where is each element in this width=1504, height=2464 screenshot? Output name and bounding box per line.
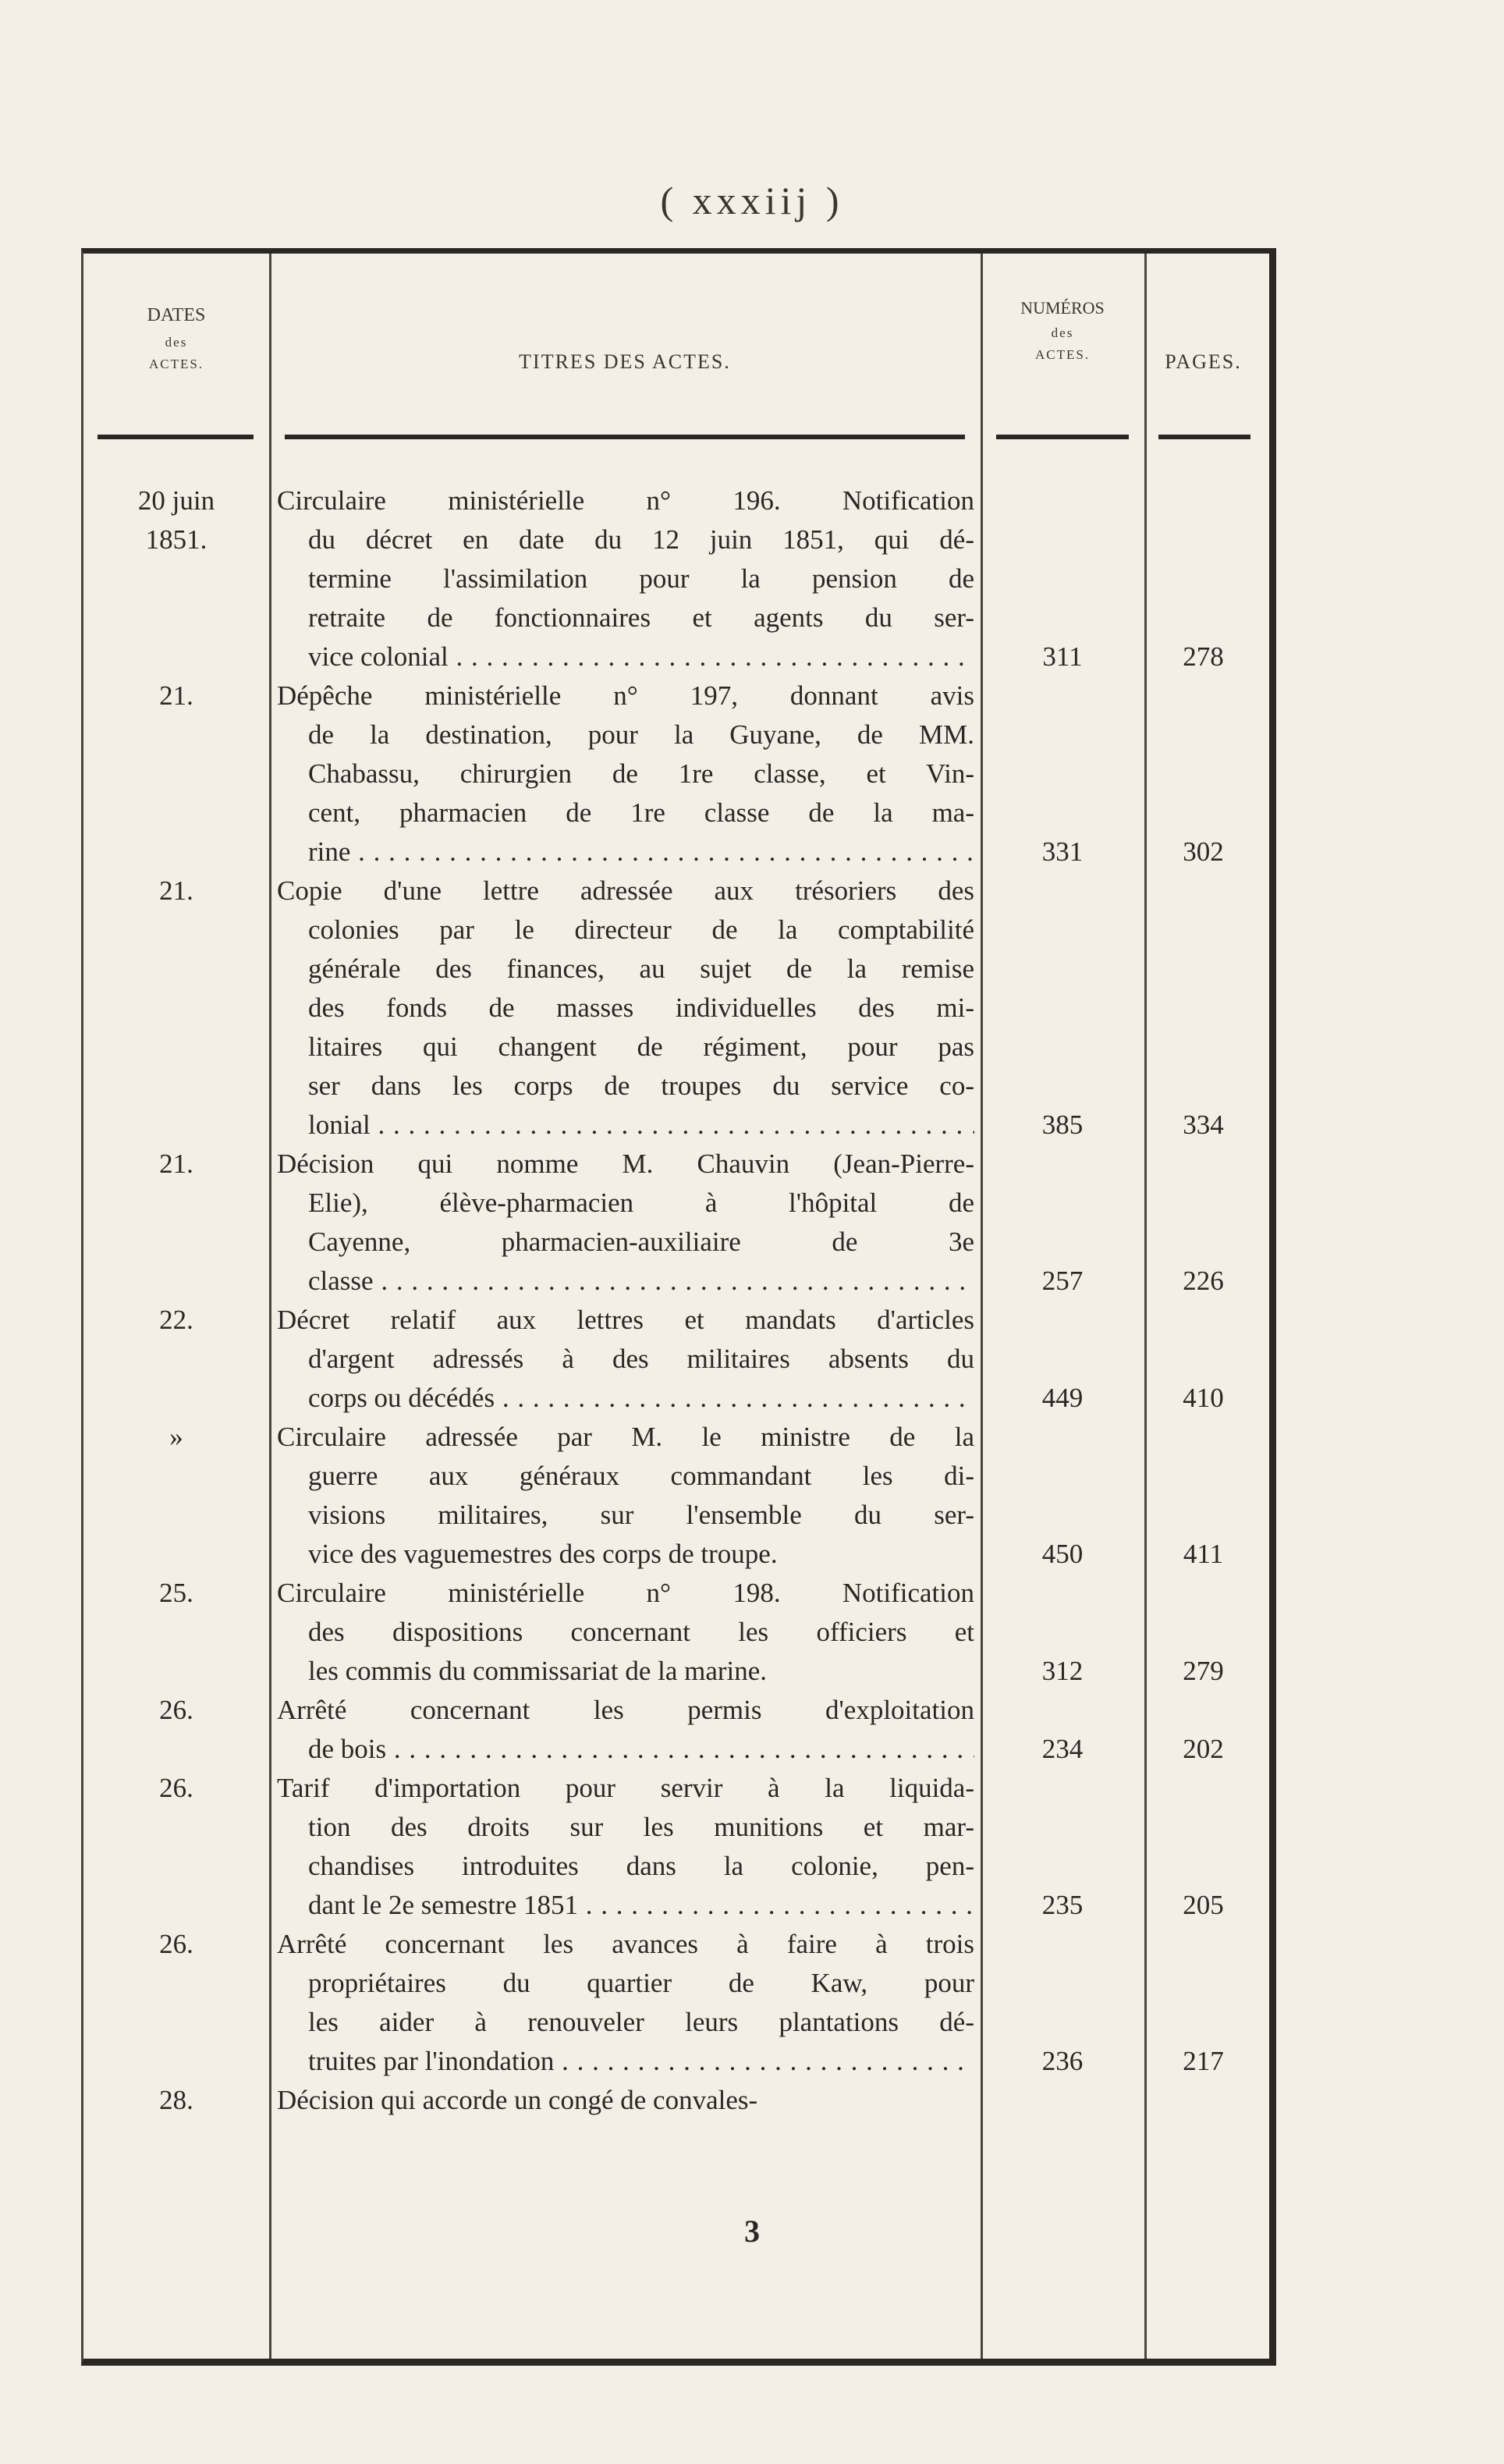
entry-title-line: retraite de fonctionnaires et agents du ser- <box>308 602 974 633</box>
entry-title-line: Elie), élève-pharmacien à l'hôpital de <box>308 1188 974 1218</box>
entry-title <box>269 1418 981 1574</box>
entry-title-line: vice des vaguemestres des corps de troupe. <box>308 1539 778 1569</box>
entry-date <box>83 1301 269 1418</box>
numeros-header-line: des <box>1051 325 1074 341</box>
entry-title-line: rine . . . <box>277 833 974 872</box>
entry-page: 410 <box>1183 1383 1224 1413</box>
numeros-header-line: NUMÉROS <box>1020 298 1105 318</box>
entries-list <box>83 481 1269 2120</box>
signature-mark: 3 <box>744 2214 760 2249</box>
table-row <box>83 1301 1269 1418</box>
entry-title <box>269 1769 981 1925</box>
table-row <box>83 1418 1269 1574</box>
entry-date-line: 28. <box>159 2085 193 2115</box>
entry-page: 278 <box>1183 641 1224 672</box>
entry-date-line: 26. <box>159 1773 193 1803</box>
table-row <box>83 1691 1269 1769</box>
entry-numero: 236 <box>1041 2046 1084 2076</box>
entry-numero: 235 <box>1041 1890 1084 1920</box>
entry-date <box>83 1925 269 2081</box>
entry-page: 205 <box>1183 1890 1224 1920</box>
entry-date-line: 26. <box>159 1695 193 1725</box>
entry-title-line: d'argent adressés à des militaires absents du <box>308 1344 974 1374</box>
entry-date-line: 21. <box>159 875 193 906</box>
entry-title-line: Arrêté concernant les avances à faire à trois <box>277 1929 974 1959</box>
entry-title-line: cent, pharmacien de 1re classe de la ma- <box>308 797 974 828</box>
entry-date-line: 1851. <box>145 524 208 555</box>
entry-date <box>83 481 269 676</box>
entry-page: 302 <box>1183 836 1224 867</box>
entry-title <box>269 481 981 676</box>
entry-date <box>83 676 269 872</box>
numeros-column-header <box>981 294 1144 366</box>
numeros-header-line: ACTES. <box>1034 347 1091 363</box>
entry-title <box>269 1925 981 2081</box>
entry-title-line: propriétaires du quartier de Kaw, pour <box>308 1968 974 1998</box>
entry-numero: 234 <box>1041 1734 1084 1764</box>
entry-title-line: de la destination, pour la Guyane, de MM. <box>308 719 974 750</box>
entry-title-line: les commis du commissariat de la marine. <box>308 1656 768 1686</box>
entry-title-line: termine l'assimilation pour la pension de <box>308 563 974 594</box>
entry-numero: 257 <box>1041 1266 1084 1296</box>
entry-numero: 312 <box>1041 1656 1084 1686</box>
entry-title-line: Circulaire ministérielle n° 198. Notification <box>277 1578 974 1608</box>
entry-title-line: de bois . . . <box>277 1730 974 1769</box>
entry-numero: 449 <box>1041 1383 1084 1413</box>
entry-page: 334 <box>1183 1110 1224 1140</box>
header-rule <box>285 435 965 439</box>
entry-date-line: 21. <box>159 1149 193 1179</box>
entry-title <box>269 2081 981 2120</box>
entry-numero: 450 <box>1041 1539 1084 1569</box>
entry-title <box>269 872 981 1145</box>
entry-title-line: Copie d'une lettre adressée aux trésoriers des <box>277 875 974 906</box>
entry-title-line: truites par l'inondation . . . <box>277 2042 974 2081</box>
entry-numero: 331 <box>1041 836 1084 867</box>
table-row <box>83 2081 1269 2120</box>
entry-title <box>269 1574 981 1691</box>
entry-title-line: ser dans les corps de troupes du service co- <box>308 1070 974 1101</box>
table-row <box>83 676 1269 872</box>
table-row <box>83 1145 1269 1301</box>
entry-date <box>83 1574 269 1691</box>
header-rule <box>98 435 254 439</box>
entry-date <box>83 1145 269 1301</box>
entry-title-line: générale des finances, au sujet de la remise <box>308 953 974 984</box>
entry-title-line: corps ou décédés . . . <box>277 1379 974 1418</box>
table-row <box>83 1925 1269 2081</box>
entry-date <box>83 1691 269 1769</box>
table-row <box>83 481 1269 676</box>
dates-header-line: des <box>165 334 188 350</box>
entry-page: 202 <box>1183 1734 1224 1764</box>
pages-column-header: PAGES. <box>1165 350 1242 373</box>
entry-title-line: les aider à renouveler leurs plantations dé- <box>308 2007 974 2037</box>
entry-date-line: 25. <box>159 1578 193 1608</box>
entry-date <box>83 2081 269 2120</box>
entry-title-line: des dispositions concernant les officiers et <box>308 1617 974 1647</box>
table-row <box>83 872 1269 1145</box>
entry-title <box>269 1691 981 1769</box>
table-row <box>83 1574 1269 1691</box>
dates-column-header <box>83 300 269 375</box>
entry-page: 226 <box>1183 1266 1224 1296</box>
entry-title-line: Chabassu, chirurgien de 1re classe, et Vin- <box>308 758 974 789</box>
entry-title-line: Décision qui nomme M. Chauvin (Jean-Pierre- <box>277 1149 974 1179</box>
page-header: ( xxxiij ) <box>660 179 844 222</box>
entry-date <box>83 1769 269 1925</box>
entry-title-line: classe . . . <box>277 1262 974 1301</box>
entry-title-line: Dépêche ministérielle n° 197, donnant avis <box>277 680 974 711</box>
entry-title-line: lonial . . . <box>277 1106 974 1145</box>
entry-title-line: Cayenne, pharmacien-auxiliaire de 3e <box>308 1227 974 1257</box>
entry-title-line: tion des droits sur les munitions et mar- <box>308 1812 974 1842</box>
entry-numero: 385 <box>1041 1110 1084 1140</box>
entry-title-line: du décret en date du 12 juin 1851, qui dé- <box>308 524 974 555</box>
entry-title-line: Décret relatif aux lettres et mandats d'articles <box>277 1305 974 1335</box>
entry-date <box>83 1418 269 1574</box>
entry-title-line: Arrêté concernant les permis d'exploitation <box>277 1695 974 1725</box>
entry-page: 411 <box>1183 1539 1224 1569</box>
entry-title <box>269 1301 981 1418</box>
entry-page: 217 <box>1183 2046 1224 2076</box>
entry-title-line: litaires qui changent de régiment, pour pas <box>308 1031 974 1062</box>
dates-header-line: ACTES. <box>148 356 204 371</box>
entry-title-line: Circulaire adressée par M. le ministre de la <box>277 1422 974 1452</box>
entry-date-line: » <box>169 1422 183 1452</box>
entry-title-line: visions militaires, sur l'ensemble du ser- <box>308 1500 974 1530</box>
entry-title-line: guerre aux généraux commandant les di- <box>308 1461 974 1491</box>
entry-date-line: 22. <box>159 1305 193 1335</box>
entry-date-line: 21. <box>159 680 193 711</box>
entry-title-line: des fonds de masses individuelles des mi- <box>308 992 974 1023</box>
entry-title-line: Circulaire ministérielle n° 196. Notification <box>277 485 974 516</box>
entry-title-line: dant le 2e semestre 1851 . . . <box>277 1886 974 1925</box>
entry-title-line: colonies par le directeur de la comptabilité <box>308 914 974 945</box>
entry-page: 279 <box>1183 1656 1224 1686</box>
entry-title-line: chandises introduites dans la colonie, pen- <box>308 1851 974 1881</box>
entry-title <box>269 1145 981 1301</box>
entry-title-line: Décision qui accorde un congé de convales- <box>277 2085 758 2115</box>
dates-header-line: DATES <box>147 305 206 325</box>
acts-table <box>81 248 1276 2366</box>
entry-title <box>269 676 981 872</box>
entry-date <box>83 872 269 1145</box>
table-row <box>83 1769 1269 1925</box>
entry-date-line: 20 juin <box>137 485 215 516</box>
entry-title-line: vice colonial . . . <box>277 637 974 676</box>
entry-date-line: 26. <box>159 1929 193 1959</box>
header-rule <box>996 435 1129 439</box>
entry-title-line: Tarif d'importation pour servir à la liquida- <box>277 1773 974 1803</box>
titres-column-header: TITRES DES ACTES. <box>519 350 731 373</box>
header-rule <box>1158 435 1250 439</box>
entry-numero: 311 <box>1042 641 1083 672</box>
